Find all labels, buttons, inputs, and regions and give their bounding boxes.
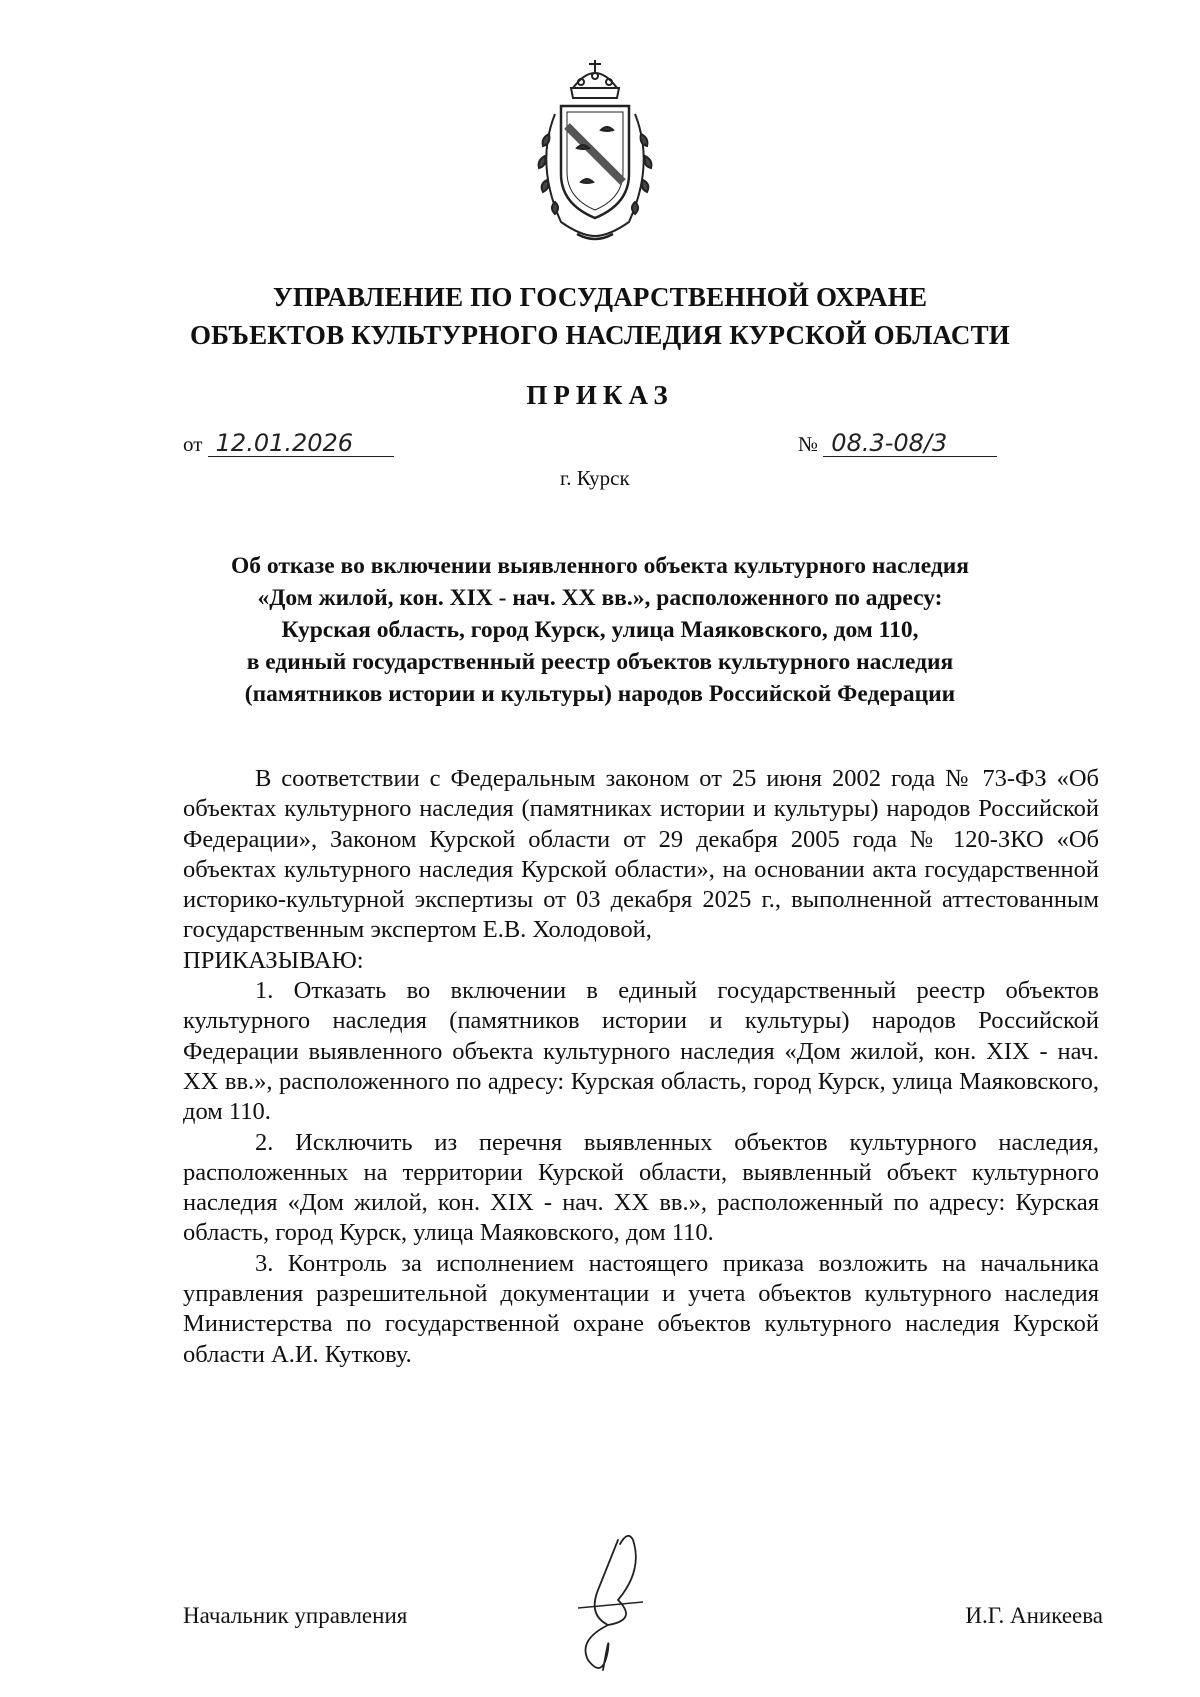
date-prefix: от [183, 432, 203, 456]
org-line-1: УПРАВЛЕНИЕ ПО ГОСУДАРСТВЕННОЙ ОХРАНЕ [272, 282, 928, 312]
signatory-name: И.Г. Аникеева [965, 1603, 1103, 1628]
order-word: ПРИКАЗЫВАЮ: [183, 946, 364, 974]
order-subject [150, 550, 1050, 710]
subject-line: Курская область, город Курск, улица Маяковского, дом 110, [281, 617, 919, 643]
order-item: 2. Исключить из перечня выявленных объектов культурного наследия, расположенных на территории Курской области, выявленный объект культурного наследия «Дом жилой, кон. XIX - нач. XX вв.», расположенный по адресу: Курская область, город Курск, улица Маяковского, дом 110. [183, 1128, 1099, 1247]
date-field [183, 430, 394, 457]
subject-line: (памятников истории и культуры) народов Российской Федерации [244, 681, 956, 707]
city-label: г. Курск [560, 466, 630, 490]
subject-line: «Дом жилой, кон. XIX - нач. XX вв.», расположенного по адресу: [257, 585, 943, 611]
number-value: 08.3-08/3 [823, 430, 997, 457]
subject-line: Об отказе во включении выявленного объекта культурного наследия [230, 553, 970, 579]
preamble-paragraph: В соответствии с Федеральным законом от 25 июня 2002 года № 73-ФЗ «Об объектах культурного наследия (памятниках истории и культуры) народов Российской Федерации», Законом Курской области от 29 декабря 2005 года № 120-ЗКО «Об объектах культурного наследия Курской области», на основании акта государственной историко-культурной экспертизы от 03 декабря 2025 г., выполненной аттестованным государственным экспертом Е.В. Холодовой, [183, 765, 1099, 944]
org-line-2: ОБЪЕКТОВ КУЛЬТУРНОГО НАСЛЕДИЯ КУРСКОЙ ОБЛАСТИ [189, 320, 1010, 350]
coat-of-arms-icon [521, 54, 669, 246]
date-value: 12.01.2026 [208, 430, 394, 457]
number-field [798, 430, 997, 457]
order-item: 3. Контроль за исполнением настоящего приказа возложить на начальника управления разрешительной документации и учета объектов культурного наследия Министерства по государственной охране объектов культурного наследия Курской области А.И. Куткову. [183, 1249, 1099, 1368]
handwritten-signature-icon [548, 1530, 708, 1690]
subject-line: в единый государственный реестр объектов культурного наследия [246, 649, 954, 675]
number-prefix: № [798, 432, 819, 456]
order-body [183, 764, 1099, 1370]
organization-title [120, 278, 1080, 354]
order-item: 1. Отказать во включении в единый государственный реестр объектов культурного наследия (памятников истории и культуры) народов Российской Федерации выявленного объекта культурного наследия «Дом жилой, кон. XIX - нач. XX вв.», расположенного по адресу: Курская область, город Курск, улица Маяковского, дом 110. [183, 977, 1099, 1126]
document-type: ПРИКАЗ [526, 380, 674, 410]
signatory-position: Начальник управления [183, 1603, 408, 1628]
